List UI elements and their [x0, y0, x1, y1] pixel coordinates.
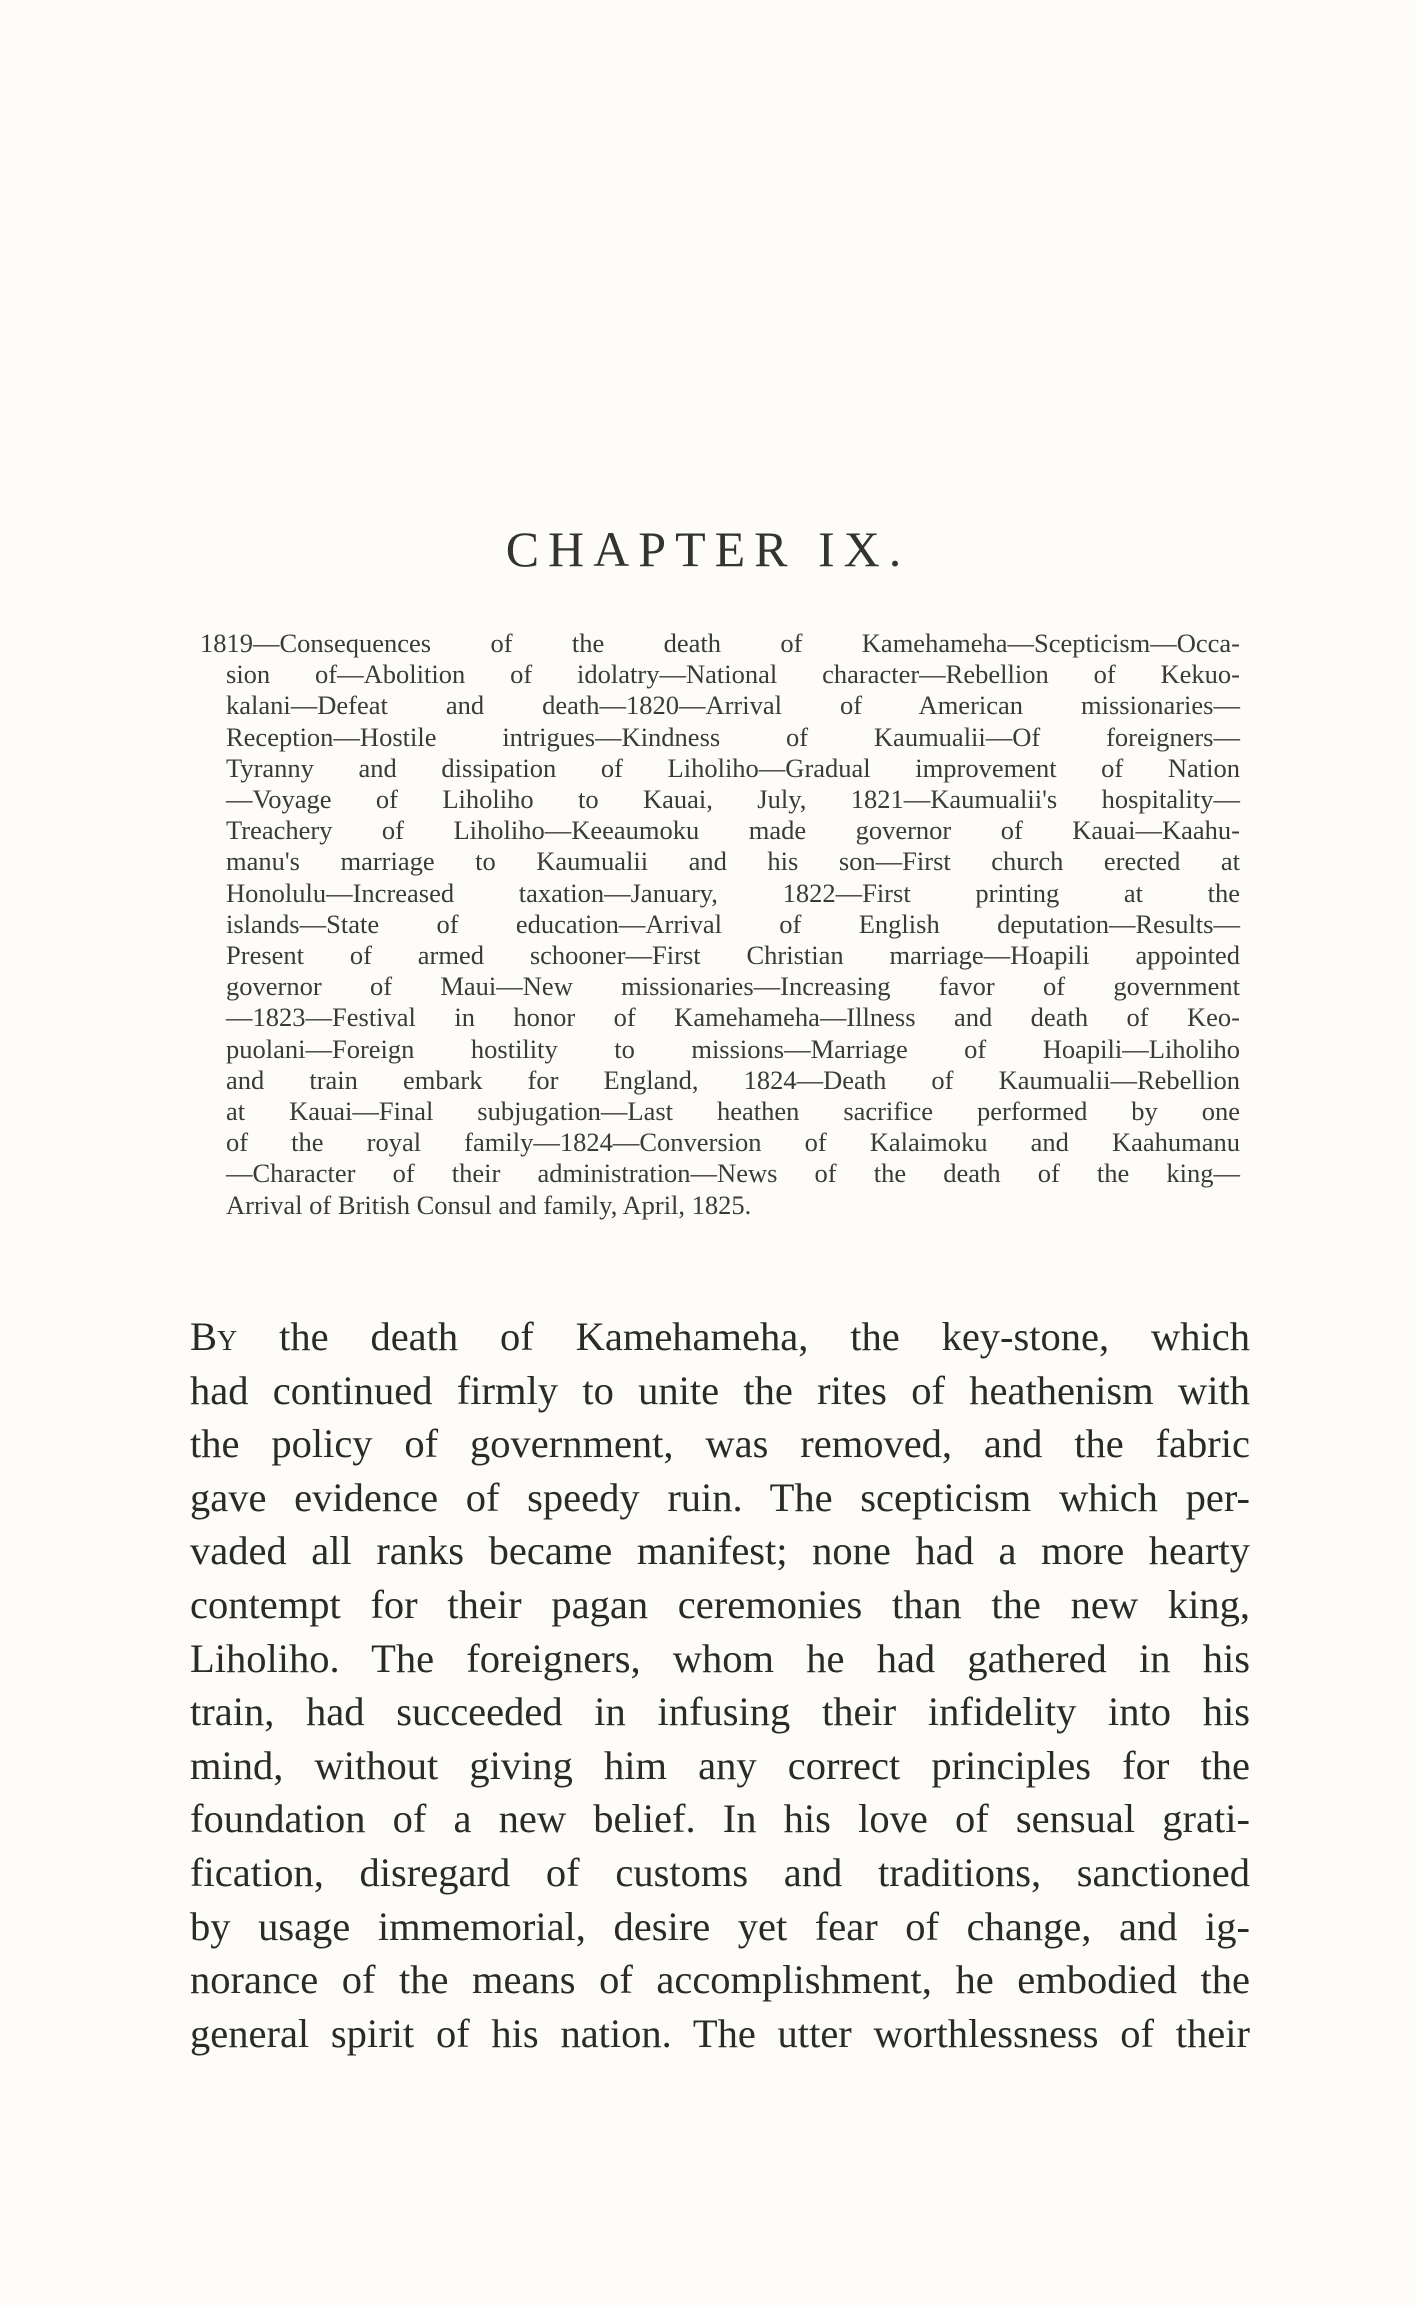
body-line: by usage immemorial, desire yet fear of change, and ig- — [190, 1903, 1250, 1949]
summary-line: islands—State of education—Arrival of English deputation—Results— — [226, 908, 1240, 939]
body-line: general spirit of his nation. The utter worthlessness of their — [190, 2010, 1250, 2056]
summary-line: at Kauai—Final subjugation—Last heathen sacrifice performed by one — [226, 1096, 1240, 1127]
summary-line: manu's marriage to Kaumualii and his son—First church erected at — [226, 846, 1240, 877]
summary-line: Reception—Hostile intrigues—Kindness of Kaumualii—Of foreigners— — [226, 721, 1240, 752]
chapter-summary — [200, 628, 1240, 1221]
body-line: fication, disregard of customs and traditions, sanctioned — [190, 1849, 1250, 1895]
first-line-rest: the death of Kamehameha, the key-stone, which — [237, 1314, 1250, 1359]
body-line: contempt for their pagan ceremonies than the new king, — [190, 1581, 1250, 1627]
body-line: mind, without giving him any correct principles for the — [190, 1742, 1250, 1788]
body-line: foundation of a new belief. In his love of sensual grati- — [190, 1796, 1250, 1842]
body-line: gave evidence of speedy ruin. The scepticism which per- — [190, 1474, 1250, 1520]
summary-line: governor of Maui—New missionaries—Increasing favor of government — [226, 971, 1240, 1002]
summary-line: Present of armed schooner—First Christian marriage—Hoapili appointed — [226, 940, 1240, 971]
summary-line: and train embark for England, 1824—Death of Kaumualii—Rebellion — [226, 1064, 1240, 1095]
summary-line: kalani—Defeat and death—1820—Arrival of American missionaries— — [226, 690, 1240, 721]
body-paragraph — [190, 1310, 1250, 2060]
chapter-title: CHAPTER IX. — [505, 521, 911, 577]
summary-line: sion of—Abolition of idolatry—National character—Rebellion of Kekuo- — [226, 659, 1240, 690]
summary-line: —Voyage of Liholiho to Kauai, July, 1821—Kaumualii's hospitality— — [226, 784, 1240, 815]
body-line: norance of the means of accomplishment, he embodied the — [190, 1957, 1250, 2003]
summary-line: of the royal family—1824—Conversion of Kalaimoku and Kaahumanu — [226, 1127, 1240, 1158]
summary-line: Tyranny and dissipation of Liholiho—Gradual improvement of Nation — [226, 752, 1240, 783]
opening-word: By — [190, 1314, 238, 1359]
body-line: Liholiho. The foreigners, whom he had gathered in his — [190, 1635, 1250, 1681]
body-line: vaded all ranks became manifest; none had a more hearty — [190, 1528, 1250, 1574]
summary-line: puolani—Foreign hostility to missions—Marriage of Hoapili—Liholiho — [226, 1033, 1240, 1064]
summary-line: —1823—Festival in honor of Kamehameha—Illness and death of Keo- — [226, 1002, 1240, 1033]
summary-line: Arrival of British Consul and family, April, 1825. — [226, 1189, 752, 1220]
summary-line: Honolulu—Increased taxation—January, 1822—First printing at the — [226, 877, 1240, 908]
body-line: the policy of government, was removed, and the fabric — [190, 1421, 1250, 1467]
body-line: train, had succeeded in infusing their infidelity into his — [190, 1689, 1250, 1735]
summary-line: —Character of their administration—News of the death of the king— — [226, 1158, 1240, 1189]
body-line-first — [190, 1310, 1250, 1364]
body-line: had continued firmly to unite the rites of heathenism with — [190, 1367, 1250, 1413]
summary-line: Treachery of Liholiho—Keeaumoku made governor of Kauai—Kaahu- — [226, 815, 1240, 846]
summary-line: 1819—Consequences of the death of Kamehameha—Scepticism—Occa- — [200, 628, 1240, 658]
